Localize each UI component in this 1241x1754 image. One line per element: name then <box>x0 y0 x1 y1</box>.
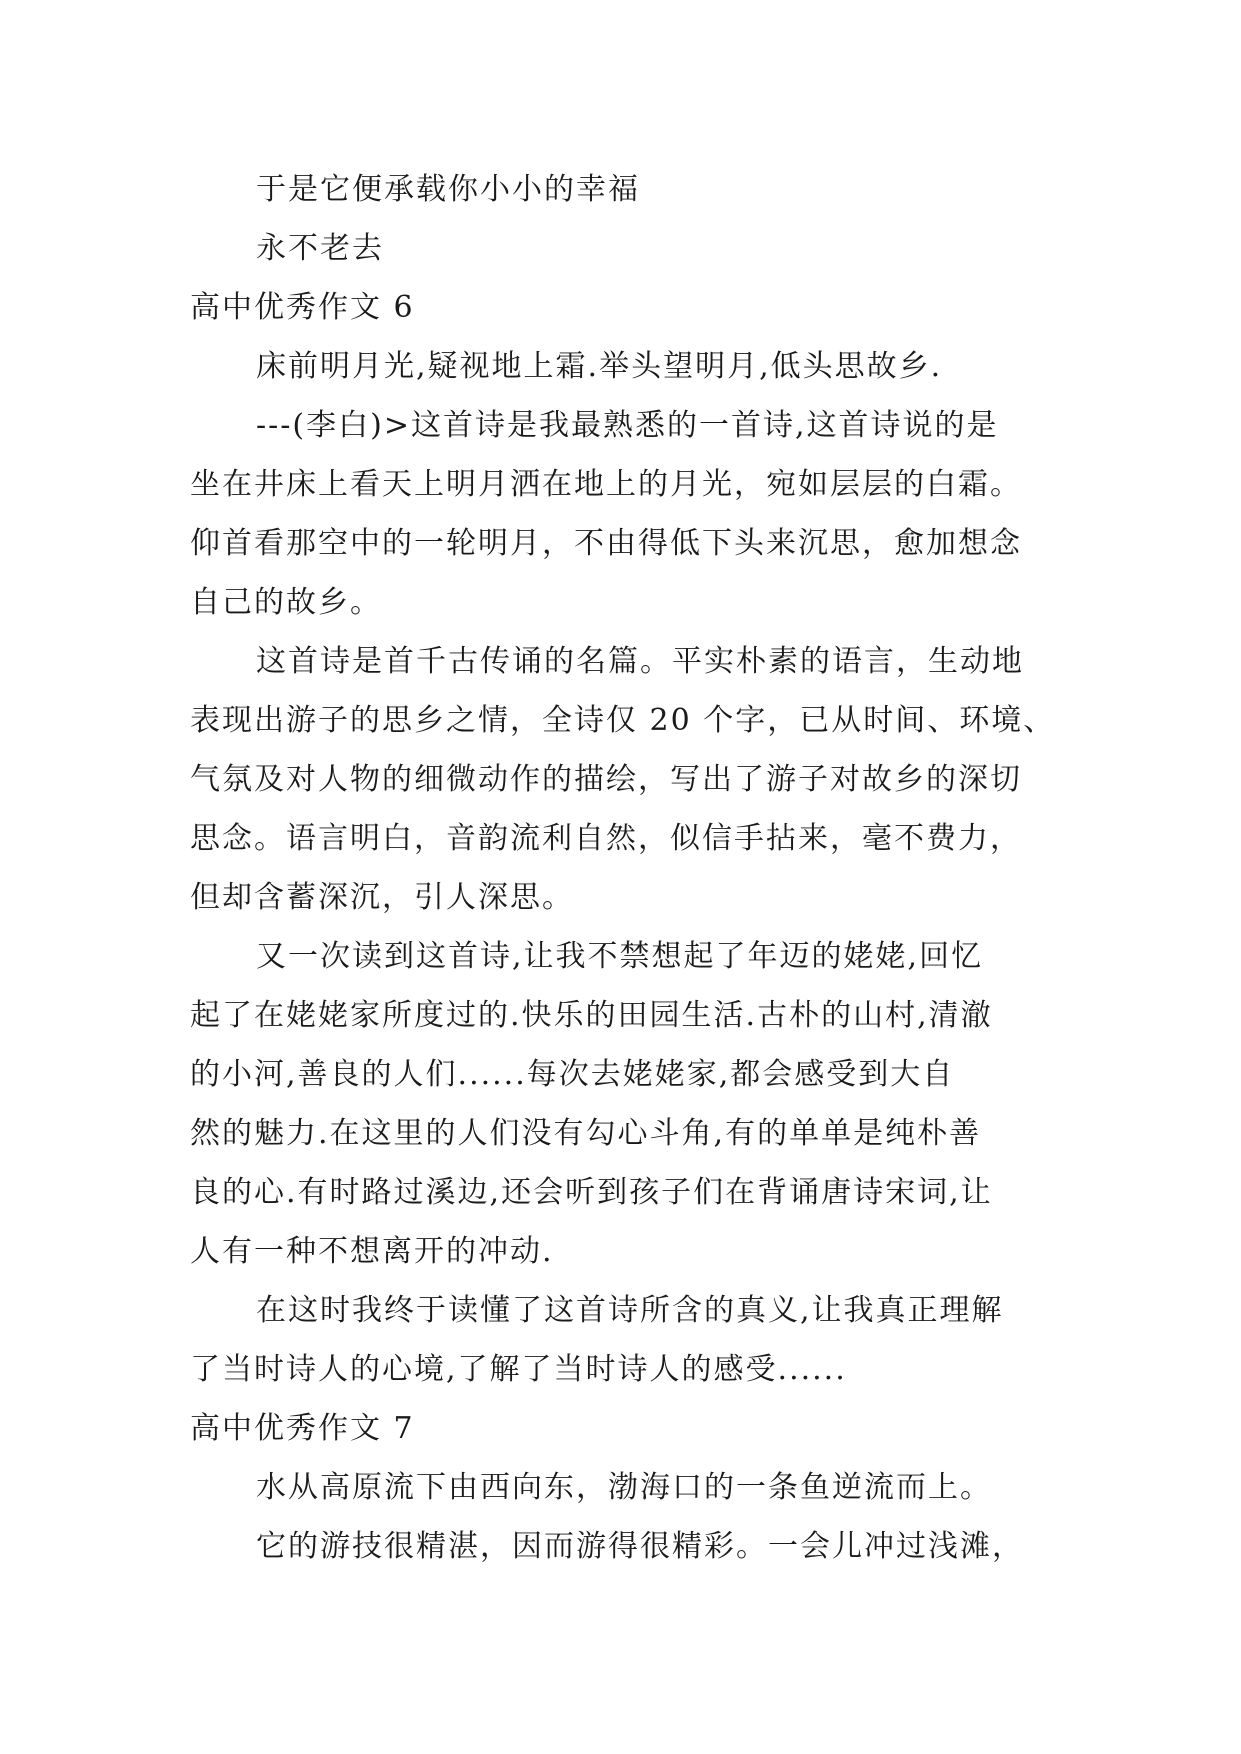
essay-title: 高中优秀作文 7 <box>190 1411 415 1446</box>
paragraph-line: 坐在井床上看天上明月洒在地上的月光，宛如层层的白霜。 <box>190 467 1022 502</box>
paragraph <box>190 632 1058 927</box>
paragraph-line: 气氛及对人物的细微动作的描绘，写出了游子对故乡的深切 <box>190 762 1022 797</box>
paragraph <box>190 1281 1058 1399</box>
poem-line: 于是它便承载你小小的幸福 <box>256 172 640 207</box>
paragraph <box>190 927 1058 1281</box>
paragraph <box>190 396 1058 632</box>
document-page <box>190 160 1058 1576</box>
paragraph-line: 了当时诗人的心境,了解了当时诗人的感受...... <box>190 1352 847 1387</box>
paragraph-line: 思念。语言明白，音韵流利自然，似信手拈来，毫不费力， <box>190 821 1022 856</box>
paragraph-line: 但却含蓄深沉，引人深思。 <box>190 880 574 915</box>
paragraph-line: ---(李白)>这首诗是我最熟悉的一首诗,这首诗说的是 <box>256 408 999 443</box>
paragraph-line: 起了在姥姥家所度过的.快乐的田园生活.古朴的山村,清澈 <box>190 998 993 1033</box>
paragraph-line: 这首诗是首千古传诵的名篇。平实朴素的语言，生动地 <box>256 644 1024 679</box>
poem-line: 永不老去 <box>256 231 384 266</box>
paragraph-line: 水从高原流下由西向东，渤海口的一条鱼逆流而上。 <box>256 1470 992 1505</box>
paragraph-line: 又一次读到这首诗,让我不禁想起了年迈的姥姥,回忆 <box>256 939 984 974</box>
paragraph-line: 良的心.有时路过溪边,还会听到孩子们在背诵唐诗宋词,让 <box>190 1175 993 1210</box>
paragraph-line: 然的魅力.在这里的人们没有勾心斗角,有的单单是纯朴善 <box>190 1116 982 1151</box>
verse-line: 床前明月光,疑视地上霜.举头望明月,低头思故乡. <box>256 349 943 384</box>
paragraph-line: 它的游技很精湛，因而游得很精彩。一会儿冲过浅滩， <box>256 1529 1024 1564</box>
paragraph-line: 自己的故乡。 <box>190 585 382 620</box>
paragraph-line: 在这时我终于读懂了这首诗所含的真义,让我真正理解 <box>256 1293 1004 1328</box>
paragraph-line: 仰首看那空中的一轮明月，不由得低下头来沉思，愈加想念 <box>190 526 1022 561</box>
essay-title: 高中优秀作文 6 <box>190 290 415 325</box>
paragraph-line: 的小河,善良的人们......每次去姥姥家,都会感受到大自 <box>190 1057 955 1092</box>
paragraph-line: 表现出游子的思乡之情，全诗仅 20 个字，已从时间、环境、 <box>190 703 1056 738</box>
paragraph-line: 人有一种不想离开的冲动. <box>190 1234 554 1269</box>
